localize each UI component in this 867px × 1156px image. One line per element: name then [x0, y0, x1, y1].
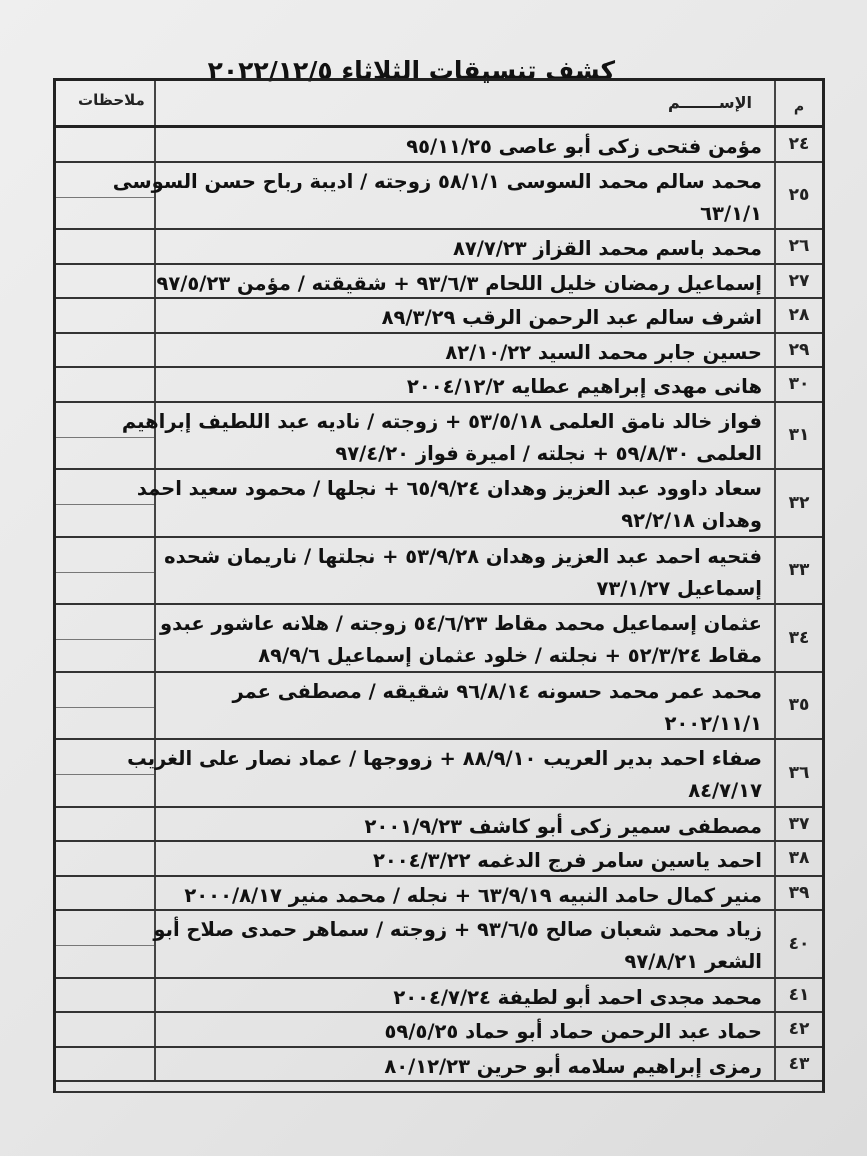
name-line: اشرف سالم عبد الرحمن الرقب ٨٩/٣/٢٩	[381, 306, 762, 329]
row-number: ٤١	[788, 984, 810, 1005]
table-row	[56, 605, 822, 673]
notes-cell	[56, 1048, 156, 1081]
name-cell	[156, 605, 776, 671]
name-line: رمزى إبراهيم سلامه أبو حرين ٨٠/١٢/٢٣	[384, 1054, 762, 1078]
table-row	[56, 808, 822, 843]
header-notes: ملاحظات	[56, 81, 156, 125]
name-cell	[121, 403, 776, 469]
row-number: ٣٠	[788, 374, 810, 395]
header-name-label: الإســـــــم	[668, 93, 752, 112]
name-cell	[112, 163, 776, 229]
name-line: احمد ياسين سامر فرج الدغمه ٢٠٠٤/٣/٢٢	[372, 849, 762, 872]
name-cell	[156, 230, 776, 263]
name-line: إسماعيل رمضان خليل اللحام ٩٣/٦/٣ + شقيقته / مؤمن ٩٧/٥/٢٣	[156, 271, 762, 295]
row-number: ٤٢	[788, 1019, 810, 1040]
name-line: محمد سالم محمد السوسى ٥٨/١/١ زوجته / اديبة رباح حسن السوسى	[112, 169, 762, 193]
name-line: زياد محمد شعبان صالح ٩٣/٦/٥ + زوجته / سماهر حمدى صلاح أبو	[153, 918, 762, 941]
row-number: ٣٦	[788, 762, 810, 783]
name-cell	[153, 911, 776, 977]
name-line: ٢٠٠٢/١١/١	[664, 711, 762, 735]
name-line: منير كمال حامد النبيه ٦٣/٩/١٩ + نجله / محمد منير ٢٠٠٠/٨/١٧	[184, 883, 762, 907]
table-row	[56, 740, 822, 808]
table-row	[56, 673, 822, 741]
name-cell	[156, 368, 776, 401]
notes-cell	[56, 538, 156, 604]
table-row	[56, 334, 822, 369]
name-line: محمد عمر محمد حسونه ٩٦/٨/١٤ شقيقه / مصطفى عمر	[232, 679, 762, 703]
line-divider	[56, 945, 154, 946]
name-cell	[156, 538, 776, 604]
notes-cell	[56, 128, 156, 161]
row-number: ٣٩	[788, 882, 810, 903]
row-number: ٤٣	[788, 1053, 810, 1074]
row-number: ٣٨	[788, 848, 810, 869]
row-number: ٢٤	[788, 134, 810, 155]
table-row	[56, 265, 822, 300]
notes-cell	[56, 842, 156, 875]
page-title: كشف تنسيقات الثلاثاء ٢٠٢٢/١٢/٥	[207, 56, 615, 85]
name-line: وهدان ٩٢/٢/١٨	[621, 509, 762, 532]
name-line: فتحيه احمد عبد العزيز وهدان ٥٣/٩/٢٨ + نجلتها / ناريمان شحده	[164, 544, 762, 568]
table-row	[56, 163, 822, 231]
table-row	[56, 877, 822, 912]
line-divider	[56, 639, 154, 640]
row-number: ٣٧	[788, 813, 810, 834]
name-cell	[156, 877, 776, 910]
header-name	[156, 81, 776, 125]
table-row	[56, 470, 822, 538]
name-line: مؤمن فتحى زكى أبو عاصى ٩٥/١١/٢٥	[406, 135, 762, 158]
name-line: ٨٤/٧/١٧	[688, 779, 762, 802]
table-row	[56, 538, 822, 606]
name-line: الشعر ٩٧/٨/٢١	[624, 950, 762, 973]
name-line: إسماعيل ٧٣/١/٢٧	[596, 576, 762, 600]
notes-cell	[56, 877, 156, 910]
notes-cell	[56, 673, 156, 739]
notes-cell	[56, 230, 156, 263]
row-number: ٣٣	[788, 560, 810, 581]
notes-cell	[56, 1013, 156, 1046]
row-number: ٣٥	[788, 695, 810, 716]
row-number: ٢٥	[788, 185, 810, 206]
notes-cell	[56, 979, 156, 1012]
name-cell	[156, 842, 776, 875]
name-line: محمد باسم محمد القزاز ٨٧/٧/٢٣	[452, 237, 762, 260]
name-cell	[127, 740, 776, 806]
notes-cell	[56, 808, 156, 841]
name-cell	[156, 1048, 776, 1081]
row-number: ٣١	[788, 425, 810, 446]
row-number: ٣٤	[788, 627, 810, 648]
table-row	[56, 230, 822, 265]
row-number: ٣٢	[788, 492, 810, 513]
name-cell	[156, 128, 776, 161]
name-line: عثمان إسماعيل محمد مقاط ٥٤/٦/٢٣ زوجته / هلانه عاشور عبدو	[160, 612, 762, 635]
row-number: ٢٧	[788, 270, 810, 291]
notes-cell	[56, 299, 156, 332]
name-line: مصطفى سمير زكى أبو كاشف ٢٠٠١/٩/٢٣	[364, 814, 762, 838]
name-line: هانى مهدى إبراهيم عطايه ٢٠٠٤/١٢/٢	[406, 375, 762, 398]
name-line: سعاد داوود عبد العزيز وهدان ٦٥/٩/٢٤ + نجلها / محمود سعيد احمد	[136, 477, 762, 500]
table-row	[56, 403, 822, 471]
name-cell	[156, 1013, 776, 1046]
table-row	[56, 979, 822, 1014]
name-cell	[156, 334, 776, 367]
table-row	[56, 911, 822, 979]
name-line: فواز خالد نامق العلمى ٥٣/٥/١٨ + زوجته / ناديه عبد اللطيف إبراهيم	[121, 409, 762, 433]
name-cell	[156, 673, 776, 739]
table-row	[56, 1048, 822, 1083]
name-cell	[136, 470, 776, 536]
table-row	[56, 299, 822, 334]
notes-cell	[56, 368, 156, 401]
notes-cell	[56, 334, 156, 367]
table-row	[56, 368, 822, 403]
name-cell	[156, 808, 776, 841]
name-line: مقاط ٥٢/٣/٢٤ + نجلته / خلود عثمان إسماعيل ٨٩/٩/٦	[258, 644, 762, 667]
notes-cell	[56, 911, 156, 977]
notes-cell	[56, 265, 156, 298]
row-number: ٢٩	[788, 339, 810, 360]
row-number: ٢٨	[788, 305, 810, 326]
name-line: محمد مجدى احمد أبو لطيفة ٢٠٠٤/٧/٢٤	[393, 985, 762, 1009]
notes-cell	[56, 605, 156, 671]
name-line: صفاء احمد بدير العريب ٨٨/٩/١٠ + زووجها / عماد نصار على الغريب	[127, 747, 762, 770]
name-line: ٦٣/١/١	[700, 201, 762, 225]
line-divider	[56, 707, 154, 708]
row-number: ٤٠	[788, 933, 810, 954]
table-header	[56, 81, 822, 128]
line-divider	[56, 572, 154, 573]
name-line: حماد عبد الرحمن حماد أبو حماد ٥٩/٥/٢٥	[384, 1020, 762, 1043]
header-number: م	[793, 99, 805, 115]
name-cell	[156, 979, 776, 1012]
name-line: العلمى ٥٩/٨/٣٠ + نجلته / اميرة فواز ٩٧/٤/٢٠	[335, 441, 762, 465]
name-cell	[156, 265, 776, 298]
table-row	[56, 128, 822, 163]
row-number: ٢٦	[788, 236, 810, 257]
table-row	[56, 1013, 822, 1048]
names-table	[53, 78, 825, 1093]
name-line: حسين جابر محمد السيد ٨٢/١٠/٢٢	[445, 340, 762, 364]
name-cell	[156, 299, 776, 332]
table-row	[56, 842, 822, 877]
